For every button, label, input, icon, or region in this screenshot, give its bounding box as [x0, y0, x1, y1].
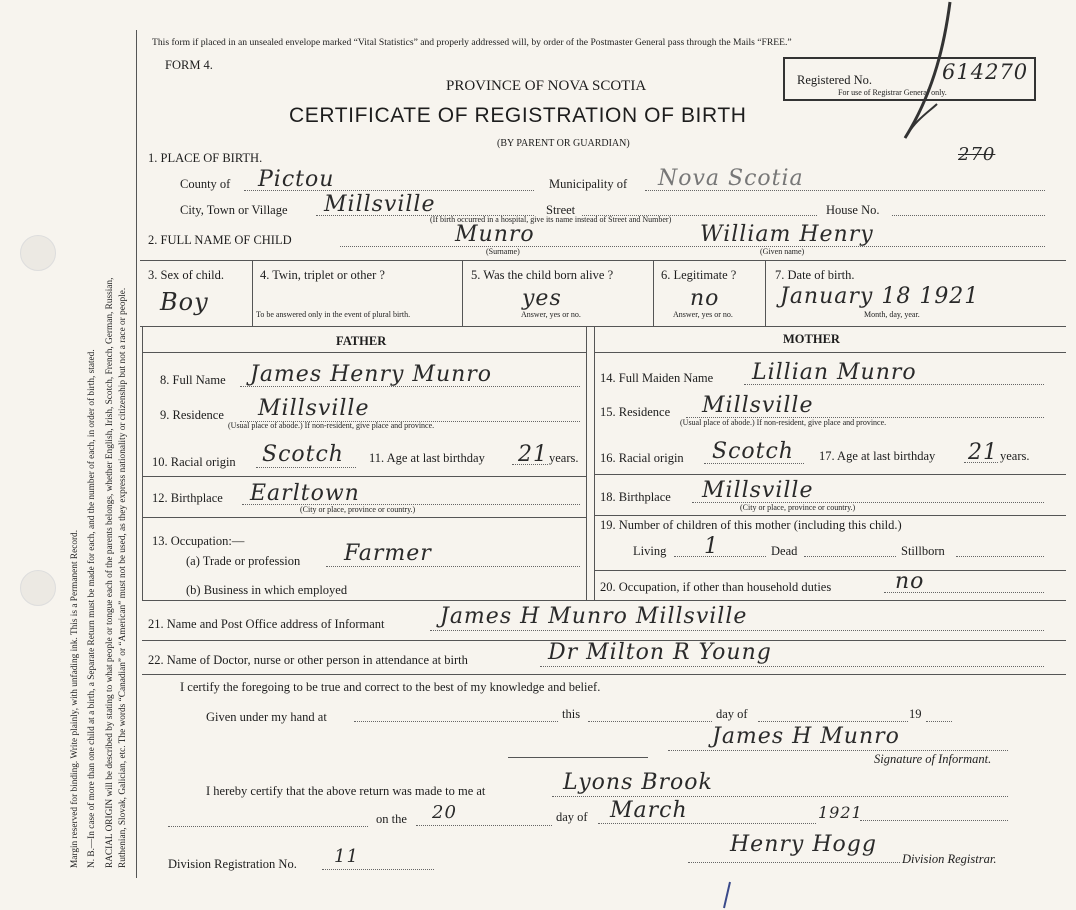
mother-residence-note: (Usual place of abode.) If non-resident, give place and province.	[680, 418, 887, 427]
mother-years-label: years.	[1000, 449, 1030, 463]
margin-note-1: Margin reserved for binding. Write plainly, with unfading ink. This is a Permanent Record.	[70, 529, 80, 868]
twin-label: 4. Twin, triplet or other ?	[260, 268, 385, 282]
margin-note-4: Ruthenian, Slovak, Galician, etc. The words “Canadian” or “American” must not be used, as they express nationality or citizenship but not a race or people.	[118, 287, 128, 868]
registered-number: 614270	[942, 60, 1029, 84]
dob-note: Month, day, year.	[864, 310, 920, 319]
mother-residence-value: Millsville	[702, 393, 814, 418]
father-business-label: (b) Business in which employed	[186, 583, 348, 597]
certificate-title: CERTIFICATE OF REGISTRATION OF BIRTH	[289, 104, 747, 127]
father-residence-note: (Usual place of abode.) If non-resident, give place and province.	[228, 421, 435, 430]
given-under-label: Given under my hand at	[206, 710, 327, 724]
registration-day-of-label: day of	[556, 810, 588, 824]
province-heading: PROVINCE OF NOVA SCOTIA	[446, 78, 647, 94]
father-name-value: James Henry Munro	[250, 362, 493, 387]
mother-occupation-value: no	[895, 569, 925, 594]
registrar-signature-label: Division Registrar.	[902, 852, 997, 866]
street-label: Street	[546, 203, 576, 217]
corner-number: 270	[958, 144, 996, 165]
mother-racial-label: 16. Racial origin	[600, 451, 684, 465]
legitimate-label: 6. Legitimate ?	[661, 268, 737, 282]
informant-signature-label: Signature of Informant.	[874, 752, 992, 766]
mother-occupation-label: 20. Occupation, if other than household duties	[600, 580, 832, 594]
punch-hole-top	[20, 235, 56, 271]
form-number: FORM 4.	[165, 58, 213, 72]
day-of-label: day of	[716, 707, 748, 721]
municipality-value: Nova Scotia	[658, 166, 804, 191]
father-age-label: 11. Age at last birthday	[369, 451, 485, 465]
mother-birthplace-note: (City or place, province or country.)	[740, 503, 856, 512]
dead-label: Dead	[771, 544, 798, 558]
city-value: Millsville	[324, 192, 436, 217]
dob-label: 7. Date of birth.	[775, 268, 855, 282]
county-value: Pictou	[258, 167, 335, 192]
father-racial-value: Scotch	[262, 442, 344, 467]
mother-name-value: Lillian Munro	[752, 360, 917, 385]
registrar-signature: Henry Hogg	[730, 832, 877, 857]
registration-year: 1921	[818, 803, 863, 822]
division-registration-value: 11	[334, 846, 359, 867]
father-occupation-label: 13. Occupation:—	[152, 534, 245, 548]
father-residence-value: Millsville	[258, 396, 370, 421]
father-residence-label: 9. Residence	[160, 408, 224, 422]
father-age-value: 21	[518, 442, 548, 467]
living-value: 1	[704, 534, 719, 559]
living-label: Living	[633, 544, 667, 558]
father-heading: FATHER	[336, 334, 387, 348]
mother-heading: MOTHER	[783, 332, 840, 346]
hospital-note: (If birth occurred in a hospital, give its name instead of Street and Number)	[430, 215, 672, 224]
mother-residence-label: 15. Residence	[600, 405, 671, 419]
registered-label: Registered No.	[797, 73, 872, 87]
father-years-label: years.	[549, 451, 579, 465]
postal-notice: This form if placed in an unsealed envelope marked “Vital Statistics” and properly addressed will, by order of the Postmaster General pass through the Mails “FREE.”	[152, 37, 792, 48]
registrar-place: Lyons Brook	[563, 770, 713, 795]
registered-note: For use of Registrar General only.	[838, 88, 947, 97]
margin-note-3: RACIAL ORIGIN will be described by stating to what people or tongue each of the parents belongs, whether English, Irish, Scotch, French, German, Russian,	[105, 277, 115, 868]
child-name-label: 2. FULL NAME OF CHILD	[148, 233, 292, 247]
punch-hole-bottom	[20, 570, 56, 606]
registrar-pen-mark	[895, 0, 965, 150]
informant-value: James H Munro Millsville	[440, 604, 748, 629]
registration-month: March	[610, 798, 688, 823]
place-heading: 1. PLACE OF BIRTH.	[148, 151, 263, 165]
legitimate-value: no	[690, 286, 720, 311]
alive-value: yes	[522, 286, 562, 311]
mother-age-label: 17. Age at last birthday	[819, 449, 936, 463]
registration-day: 20	[432, 802, 457, 823]
registrar-text: I hereby certify that the above return was made to me at	[206, 784, 486, 798]
mother-age-value: 21	[968, 440, 998, 465]
mother-racial-value: Scotch	[712, 439, 794, 464]
stillborn-label: Stillborn	[901, 544, 945, 558]
given-name-note: (Given name)	[760, 247, 805, 256]
county-label: County of	[180, 177, 231, 191]
certificate-subtitle: (BY PARENT OR GUARDIAN)	[497, 138, 630, 149]
dob-value: January 18 1921	[780, 284, 980, 309]
house-label: House No.	[826, 203, 880, 217]
child-surname: Munro	[455, 222, 535, 247]
certify-text: I certify the foregoing to be true and correct to the best of my knowledge and belief.	[180, 680, 601, 694]
alive-label: 5. Was the child born alive ?	[471, 268, 614, 282]
mother-birthplace-label: 18. Birthplace	[600, 490, 671, 504]
mother-children-label: 19. Number of children of this mother (including this child.)	[600, 518, 902, 532]
father-birthplace-value: Earltown	[250, 481, 360, 506]
year-prefix: 19	[909, 707, 922, 721]
division-registration-label: Division Registration No.	[168, 857, 297, 871]
father-name-label: 8. Full Name	[160, 373, 226, 387]
father-racial-label: 10. Racial origin	[152, 455, 236, 469]
city-label: City, Town or Village	[180, 203, 288, 217]
mother-name-label: 14. Full Maiden Name	[600, 371, 714, 385]
doctor-label: 22. Name of Doctor, nurse or other person in attendance at birth	[148, 653, 468, 667]
sex-value: Boy	[160, 288, 209, 316]
surname-note: (Surname)	[486, 247, 520, 256]
father-trade-label: (a) Trade or profession	[186, 554, 301, 568]
mother-birthplace-value: Millsville	[702, 478, 814, 503]
signature-rule	[508, 757, 648, 758]
this-label: this	[562, 707, 581, 721]
twin-note: To be answered only in the event of plural birth.	[256, 310, 411, 319]
informant-signature: James H Munro	[712, 724, 900, 749]
father-birthplace-label: 12. Birthplace	[152, 491, 223, 505]
ink-tick	[718, 880, 734, 910]
sex-label: 3. Sex of child.	[148, 268, 225, 282]
legitimate-note: Answer, yes or no.	[673, 310, 733, 319]
informant-label: 21. Name and Post Office address of Informant	[148, 617, 385, 631]
child-given-name: William Henry	[700, 222, 874, 247]
margin-note-2: N. B.—In case of more than one child at a birth, a Separate Return must be made for each, and the number of each, in order of birth, stated.	[87, 349, 97, 868]
row3-top-border	[140, 260, 1066, 261]
alive-note: Answer, yes or no.	[521, 310, 581, 319]
row3-bottom-border	[140, 326, 1066, 327]
on-the-label: on the	[376, 812, 407, 826]
father-birthplace-note: (City or place, province or country.)	[300, 505, 416, 514]
doctor-value: Dr Milton R Young	[548, 640, 772, 665]
father-trade-value: Farmer	[344, 541, 432, 566]
binding-margin-line	[136, 30, 137, 878]
municipality-label: Municipality of	[549, 177, 628, 191]
